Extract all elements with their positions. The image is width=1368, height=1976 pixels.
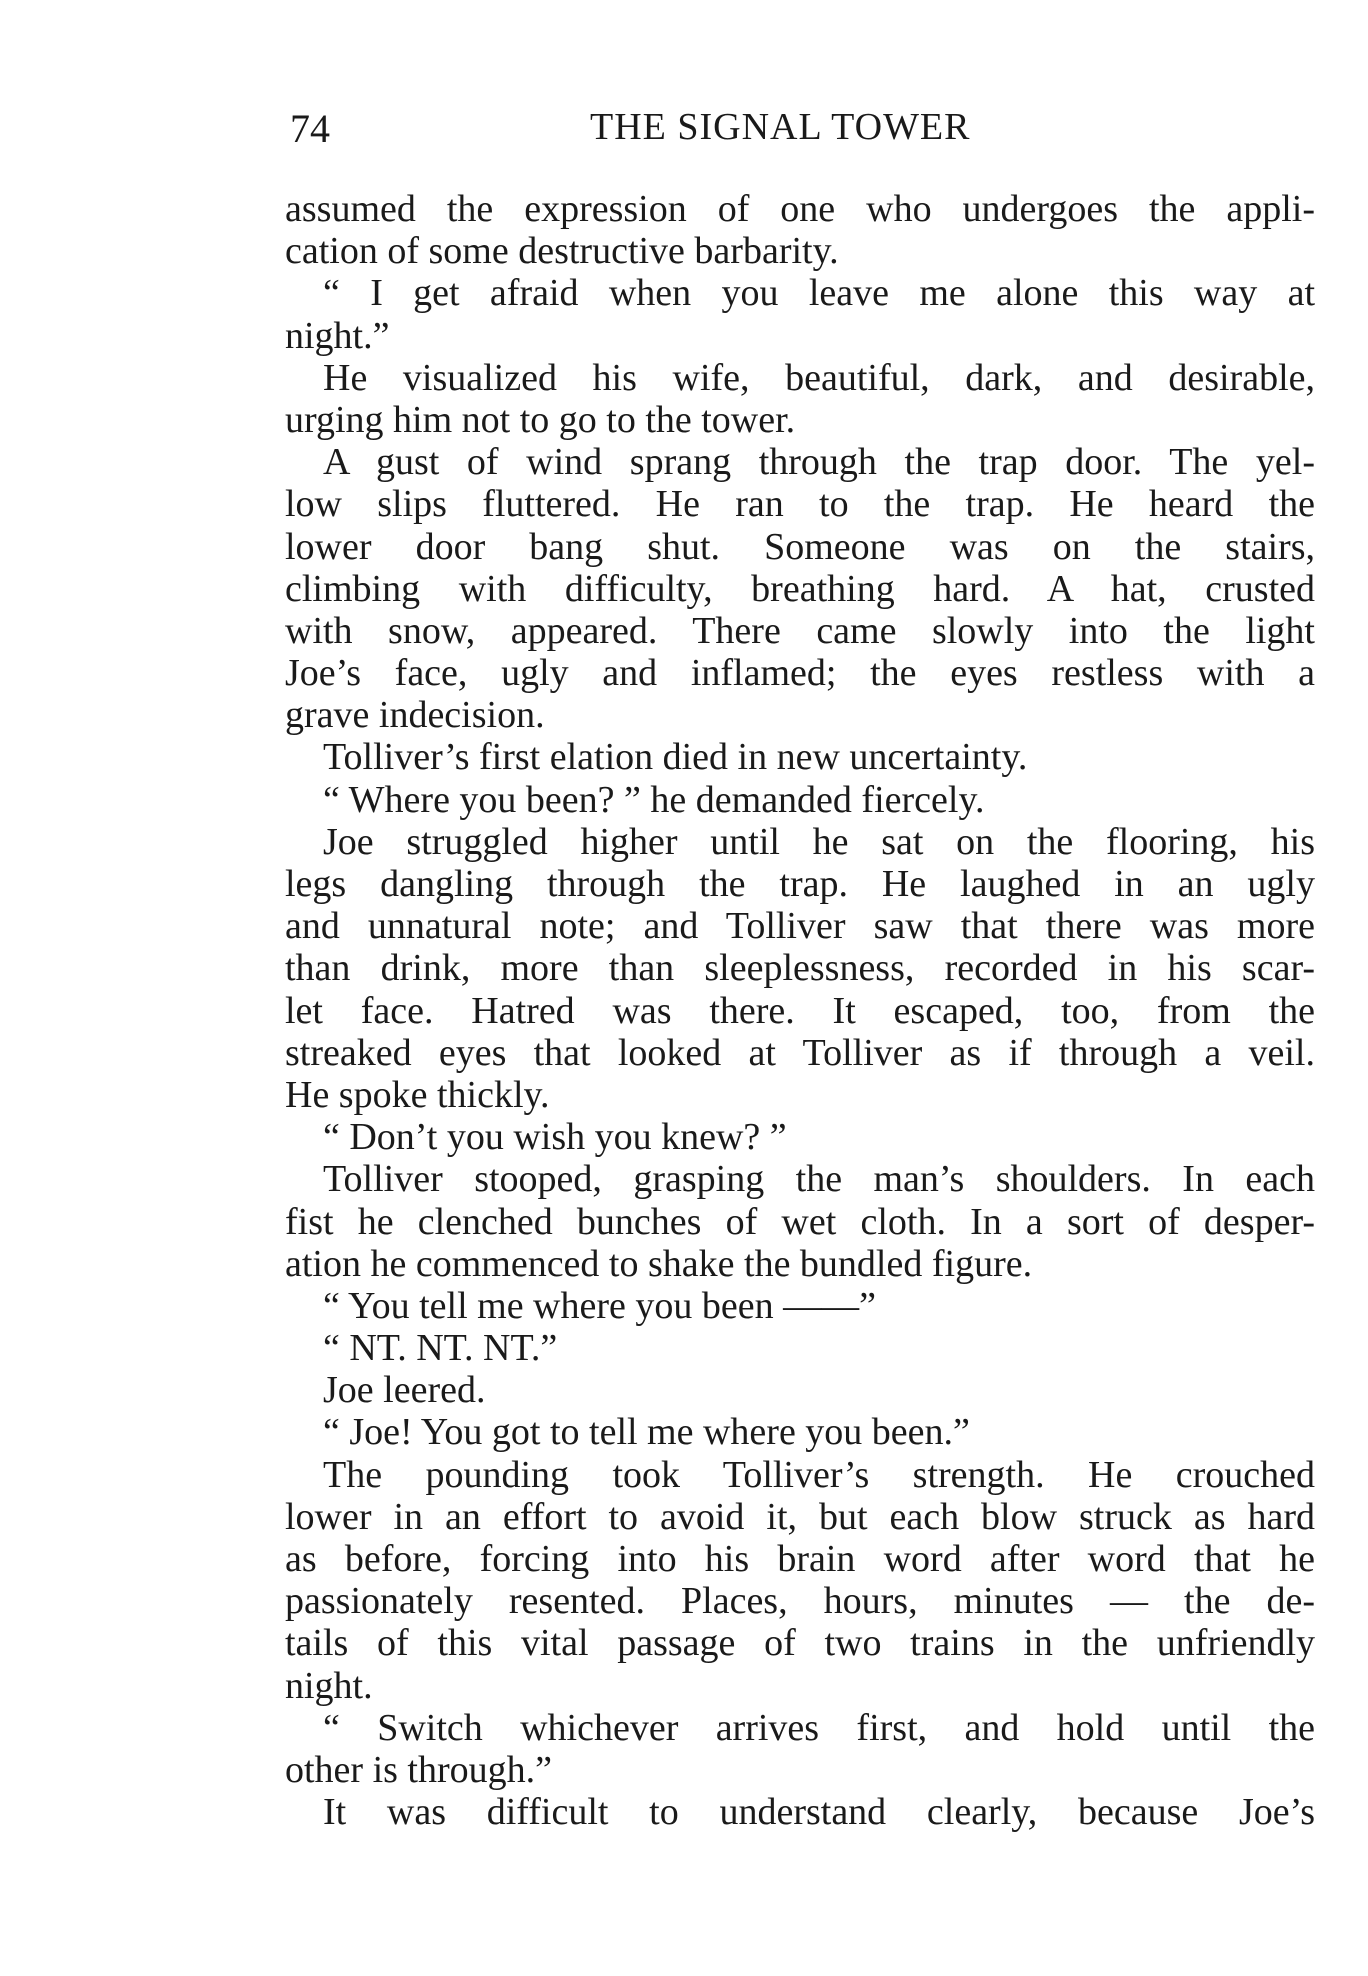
text-line: fist he clenched bunches of wet cloth. In a sort of desper- <box>285 1200 1315 1243</box>
text-line: night.” <box>285 314 390 357</box>
text-line: and unnatural note; and Tolliver saw that there was more <box>285 905 1315 948</box>
text-line: “ Where you been? ” he demanded fiercely. <box>323 778 985 821</box>
body-text <box>285 188 1315 1833</box>
text-line: tails of this vital passage of two trains in the unfriendly <box>285 1622 1315 1665</box>
text-line: urging him not to go to the tower. <box>285 398 796 441</box>
text-line: “ You tell me where you been ——” <box>323 1284 876 1327</box>
text-line: Joe leered. <box>323 1369 486 1412</box>
text-line: Tolliver stooped, grasping the man’s shoulders. In each <box>323 1158 1315 1201</box>
text-line: let face. Hatred was there. It escaped, too, from the <box>285 989 1315 1032</box>
text-line: He spoke thickly. <box>285 1073 550 1116</box>
text-line: lower in an effort to avoid it, but each blow struck as hard <box>285 1495 1315 1538</box>
page-number: 74 <box>290 106 330 151</box>
text-line: with snow, appeared. There came slowly into the light <box>285 609 1315 652</box>
text-line: A gust of wind sprang through the trap door. The yel- <box>323 441 1315 484</box>
text-line: “ I get afraid when you leave me alone this way at <box>323 272 1315 315</box>
page-header <box>290 105 1090 155</box>
text-line: “ NT. NT. NT.” <box>323 1327 558 1370</box>
text-line: as before, forcing into his brain word after word that he <box>285 1538 1315 1580</box>
text-line: than drink, more than sleeplessness, recorded in his scar- <box>285 947 1315 990</box>
text-line: assumed the expression of one who undergoes the appli- <box>285 188 1315 230</box>
text-line: low slips fluttered. He ran to the trap. He heard the <box>285 483 1315 526</box>
text-line: “ Don’t you wish you knew? ” <box>323 1116 787 1159</box>
text-line: He visualized his wife, beautiful, dark, and desirable, <box>323 356 1315 399</box>
text-line: cation of some destructive barbarity. <box>285 230 839 273</box>
text-line: passionately resented. Places, hours, minutes — the de- <box>285 1580 1315 1623</box>
text-line: legs dangling through the trap. He laughed in an ugly <box>285 863 1315 905</box>
text-line: Joe’s face, ugly and inflamed; the eyes restless with a <box>285 652 1315 695</box>
text-line: ation he commenced to shake the bundled figure. <box>285 1242 1033 1285</box>
text-line: Tolliver’s first elation died in new uncertainty. <box>323 736 1028 779</box>
text-line: night. <box>285 1664 373 1707</box>
text-line: The pounding took Tolliver’s strength. He crouched <box>323 1453 1315 1496</box>
text-line: other is through.” <box>285 1748 553 1791</box>
text-line: Joe struggled higher until he sat on the flooring, his <box>323 820 1315 863</box>
text-line: climbing with difficulty, breathing hard. A hat, crusted <box>285 567 1315 610</box>
text-line: “ Switch whichever arrives first, and hold until the <box>323 1706 1315 1749</box>
text-line: lower door bang shut. Someone was on the stairs, <box>285 525 1315 568</box>
text-line: grave indecision. <box>285 694 545 737</box>
text-line: streaked eyes that looked at Tolliver as if through a veil. <box>285 1031 1315 1074</box>
text-line: It was difficult to understand clearly, because Joe’s <box>323 1791 1315 1834</box>
text-line: “ Joe! You got to tell me where you been.” <box>323 1411 970 1454</box>
running-head: THE SIGNAL TOWER <box>590 106 971 148</box>
